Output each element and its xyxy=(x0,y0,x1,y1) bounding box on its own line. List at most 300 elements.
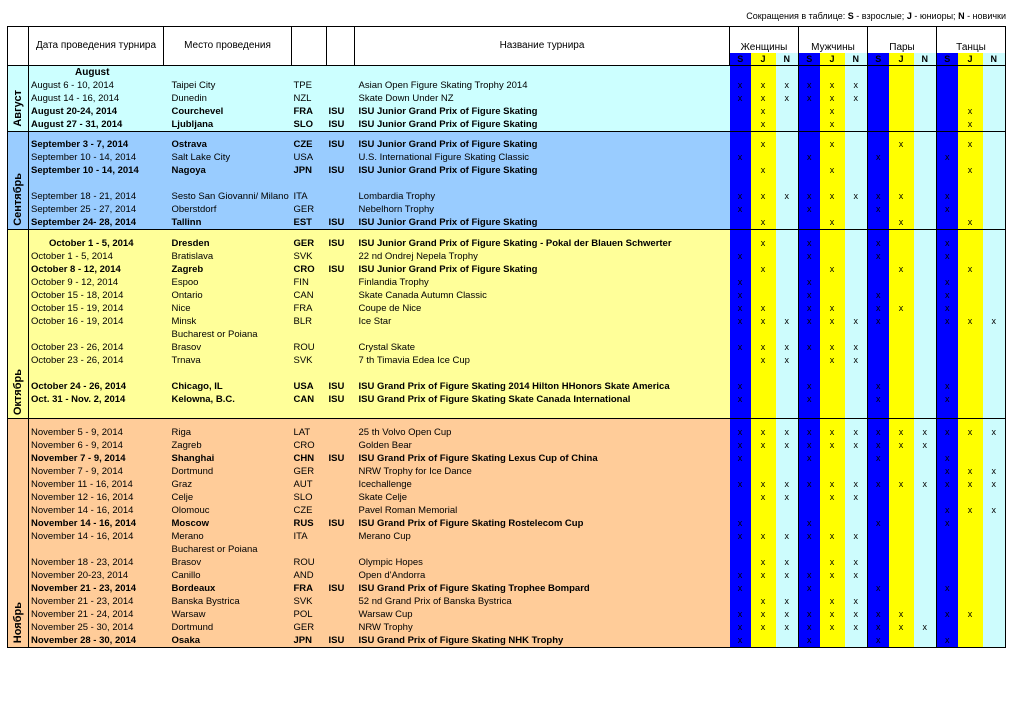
participation-mark xyxy=(983,354,1006,367)
participation-mark xyxy=(937,105,958,118)
event-date: October 1 - 5, 2014 xyxy=(29,250,164,263)
participation-mark: x xyxy=(799,92,820,105)
participation-mark: x xyxy=(914,426,937,439)
event-date: September 25 - 27, 2014 xyxy=(29,203,164,216)
participation-mark: x xyxy=(845,491,868,504)
event-isu xyxy=(327,426,355,439)
participation-mark: x xyxy=(820,164,845,177)
participation-mark xyxy=(914,491,937,504)
participation-mark xyxy=(845,164,868,177)
event-place: Celje xyxy=(164,491,292,504)
event-row xyxy=(8,289,1006,302)
event-country: CHN xyxy=(292,452,327,465)
event-place: Tallinn xyxy=(164,216,292,230)
participation-mark xyxy=(820,452,845,465)
level-cell xyxy=(914,65,937,79)
participation-mark xyxy=(983,237,1006,250)
participation-mark: x xyxy=(868,582,889,595)
event-isu xyxy=(327,543,355,556)
participation-mark: x xyxy=(776,439,799,452)
participation-mark xyxy=(776,380,799,393)
event-country: FRA xyxy=(292,105,327,118)
participation-mark xyxy=(914,237,937,250)
event-row xyxy=(8,595,1006,608)
participation-mark xyxy=(776,328,799,341)
event-name: ISU Junior Grand Prix of Figure Skating xyxy=(355,138,730,151)
participation-mark xyxy=(820,289,845,302)
participation-mark: x xyxy=(751,341,776,354)
event-row xyxy=(8,406,1006,419)
participation-mark: x xyxy=(799,151,820,164)
event-row xyxy=(8,621,1006,634)
participation-mark xyxy=(937,177,958,190)
participation-mark: x xyxy=(730,289,751,302)
participation-mark xyxy=(751,452,776,465)
legend-j-key: J xyxy=(906,11,912,21)
participation-mark xyxy=(799,556,820,569)
level-cell xyxy=(799,65,820,79)
event-place: Dunedin xyxy=(164,92,292,105)
participation-mark: x xyxy=(820,354,845,367)
participation-mark: x xyxy=(730,302,751,315)
participation-mark xyxy=(914,517,937,530)
participation-mark xyxy=(914,190,937,203)
participation-mark: x xyxy=(868,250,889,263)
schedule-table xyxy=(7,26,1006,648)
participation-mark: x xyxy=(820,105,845,118)
event-isu xyxy=(327,439,355,452)
participation-mark xyxy=(889,634,914,648)
event-country xyxy=(292,177,327,190)
level-cell xyxy=(958,65,983,79)
place-col-header: Место проведения xyxy=(164,27,292,66)
event-date: October 9 - 12, 2014 xyxy=(29,276,164,289)
participation-mark: x xyxy=(751,263,776,276)
participation-mark xyxy=(776,465,799,478)
event-place: Brasov xyxy=(164,556,292,569)
event-country: JPN xyxy=(292,634,327,648)
participation-mark: x xyxy=(751,216,776,230)
event-name: Coupe de Nice xyxy=(355,302,730,315)
level-cell xyxy=(889,65,914,79)
participation-mark xyxy=(799,138,820,151)
event-name: ISU Junior Grand Prix of Figure Skating xyxy=(355,105,730,118)
participation-mark xyxy=(845,118,868,132)
participation-mark xyxy=(889,164,914,177)
level-cell xyxy=(730,65,751,79)
event-country: CAN xyxy=(292,393,327,406)
participation-mark xyxy=(889,491,914,504)
participation-mark xyxy=(751,289,776,302)
event-name: Finlandia Trophy xyxy=(355,276,730,289)
participation-mark xyxy=(820,237,845,250)
month-top-row xyxy=(8,131,1006,138)
event-isu xyxy=(327,556,355,569)
participation-mark: x xyxy=(845,556,868,569)
participation-mark xyxy=(845,367,868,380)
legend-n-desc: - новички xyxy=(964,11,1006,21)
event-row xyxy=(8,530,1006,543)
event-country: ITA xyxy=(292,530,327,543)
level-cell xyxy=(776,131,799,138)
participation-mark xyxy=(751,517,776,530)
participation-mark: x xyxy=(820,478,845,491)
participation-mark xyxy=(914,250,937,263)
participation-mark xyxy=(889,354,914,367)
event-date: October 15 - 18, 2014 xyxy=(29,289,164,302)
participation-mark: x xyxy=(958,478,983,491)
participation-mark xyxy=(889,595,914,608)
event-place xyxy=(164,177,292,190)
participation-mark: x xyxy=(799,452,820,465)
participation-mark xyxy=(820,250,845,263)
participation-mark xyxy=(730,367,751,380)
event-place: Zagreb xyxy=(164,439,292,452)
participation-mark: x xyxy=(868,478,889,491)
participation-mark xyxy=(776,118,799,132)
level-cell xyxy=(868,131,889,138)
participation-mark: x xyxy=(730,250,751,263)
event-date: November 12 - 16, 2014 xyxy=(29,491,164,504)
event-row xyxy=(8,79,1006,92)
group-pairs-header: Пары xyxy=(868,27,937,53)
event-date xyxy=(29,406,164,419)
participation-mark: x xyxy=(820,556,845,569)
participation-mark xyxy=(868,79,889,92)
participation-mark xyxy=(937,92,958,105)
participation-mark xyxy=(983,92,1006,105)
event-row xyxy=(8,517,1006,530)
legend-n-key: N xyxy=(958,11,965,21)
participation-mark xyxy=(820,203,845,216)
level-header-3-0: S xyxy=(937,53,958,66)
participation-mark: x xyxy=(889,138,914,151)
participation-mark xyxy=(868,138,889,151)
event-country xyxy=(292,328,327,341)
event-name: Ice Star xyxy=(355,315,730,328)
participation-mark xyxy=(799,164,820,177)
participation-mark xyxy=(776,151,799,164)
level-header-0-2: N xyxy=(776,53,799,66)
participation-mark xyxy=(845,465,868,478)
event-isu xyxy=(327,151,355,164)
participation-mark xyxy=(958,439,983,452)
participation-mark: x xyxy=(868,203,889,216)
participation-mark xyxy=(983,439,1006,452)
participation-mark: x xyxy=(776,569,799,582)
participation-mark xyxy=(820,328,845,341)
event-country: EST xyxy=(292,216,327,230)
event-row xyxy=(8,105,1006,118)
participation-mark xyxy=(983,276,1006,289)
participation-mark xyxy=(983,250,1006,263)
level-header-2-2: N xyxy=(914,53,937,66)
event-date: November 5 - 9, 2014 xyxy=(29,426,164,439)
participation-mark xyxy=(983,406,1006,419)
participation-mark: x xyxy=(820,439,845,452)
participation-mark xyxy=(937,569,958,582)
level-cell xyxy=(799,131,820,138)
participation-mark: x xyxy=(868,302,889,315)
participation-mark: x xyxy=(730,276,751,289)
participation-mark: x xyxy=(751,439,776,452)
event-name: Pavel Roman Memorial xyxy=(355,504,730,517)
participation-mark xyxy=(983,79,1006,92)
participation-mark xyxy=(958,517,983,530)
level-cell xyxy=(820,131,845,138)
participation-mark xyxy=(730,543,751,556)
participation-mark xyxy=(820,504,845,517)
participation-mark: x xyxy=(868,452,889,465)
participation-mark xyxy=(983,569,1006,582)
participation-mark xyxy=(914,315,937,328)
event-country xyxy=(292,367,327,380)
event-name: ISU Junior Grand Prix of Figure Skating xyxy=(355,118,730,132)
event-country: AND xyxy=(292,569,327,582)
participation-mark: x xyxy=(889,216,914,230)
participation-mark: x xyxy=(799,582,820,595)
participation-mark: x xyxy=(820,118,845,132)
isu-col-header xyxy=(327,27,355,66)
event-place: Salt Lake City xyxy=(164,151,292,164)
participation-mark xyxy=(868,543,889,556)
event-isu: ISU xyxy=(327,380,355,393)
event-isu: ISU xyxy=(327,164,355,177)
participation-mark: x xyxy=(845,569,868,582)
participation-mark xyxy=(937,621,958,634)
participation-mark: x xyxy=(751,595,776,608)
participation-mark xyxy=(799,465,820,478)
month-top-row xyxy=(8,419,1006,426)
participation-mark xyxy=(751,177,776,190)
participation-mark xyxy=(799,504,820,517)
event-name: ISU Grand Prix of Figure Skating 2014 Hilton HHonors Skate America xyxy=(355,380,730,393)
participation-mark xyxy=(958,556,983,569)
event-place: Olomouc xyxy=(164,504,292,517)
event-date: November 14 - 16, 2014 xyxy=(29,530,164,543)
participation-mark: x xyxy=(751,164,776,177)
event-row xyxy=(8,250,1006,263)
event-place: Ostrava xyxy=(164,138,292,151)
event-date: September 10 - 14, 2014 xyxy=(29,151,164,164)
participation-mark xyxy=(914,92,937,105)
participation-mark: x xyxy=(730,92,751,105)
participation-mark xyxy=(868,504,889,517)
event-place: Espoo xyxy=(164,276,292,289)
event-row xyxy=(8,556,1006,569)
participation-mark: x xyxy=(799,478,820,491)
month-heading xyxy=(29,419,730,426)
participation-mark xyxy=(937,439,958,452)
event-country: GER xyxy=(292,621,327,634)
participation-mark: x xyxy=(820,263,845,276)
participation-mark: x xyxy=(845,478,868,491)
event-date: November 18 - 23, 2014 xyxy=(29,556,164,569)
participation-mark xyxy=(776,105,799,118)
participation-mark xyxy=(730,354,751,367)
participation-mark: x xyxy=(937,426,958,439)
participation-mark xyxy=(845,203,868,216)
month-heading xyxy=(29,131,730,138)
month-label-cell xyxy=(8,230,29,419)
level-cell xyxy=(845,230,868,237)
participation-mark: x xyxy=(958,118,983,132)
participation-mark xyxy=(868,118,889,132)
participation-mark xyxy=(868,354,889,367)
level-cell xyxy=(914,230,937,237)
participation-mark: x xyxy=(958,164,983,177)
participation-mark xyxy=(958,452,983,465)
event-country: POL xyxy=(292,608,327,621)
participation-mark xyxy=(889,276,914,289)
participation-mark: x xyxy=(845,439,868,452)
event-country xyxy=(292,406,327,419)
event-place: Trnava xyxy=(164,354,292,367)
level-cell xyxy=(889,419,914,426)
participation-mark xyxy=(889,79,914,92)
participation-mark: x xyxy=(799,608,820,621)
participation-mark xyxy=(868,276,889,289)
participation-mark: x xyxy=(799,380,820,393)
participation-mark xyxy=(776,302,799,315)
participation-mark xyxy=(983,190,1006,203)
participation-mark: x xyxy=(958,105,983,118)
participation-mark: x xyxy=(799,439,820,452)
participation-mark: x xyxy=(914,478,937,491)
level-cell xyxy=(751,230,776,237)
event-place: Canillo xyxy=(164,569,292,582)
participation-mark xyxy=(845,250,868,263)
event-date: September 10 - 14, 2014 xyxy=(29,164,164,177)
participation-mark xyxy=(958,79,983,92)
event-country: CZE xyxy=(292,138,327,151)
participation-mark: x xyxy=(776,92,799,105)
event-name: Merano Cup xyxy=(355,530,730,543)
participation-mark xyxy=(868,556,889,569)
participation-mark xyxy=(751,582,776,595)
participation-mark xyxy=(958,543,983,556)
participation-mark xyxy=(914,289,937,302)
participation-mark xyxy=(889,556,914,569)
level-cell xyxy=(820,230,845,237)
participation-mark xyxy=(730,237,751,250)
event-place: Graz xyxy=(164,478,292,491)
participation-mark: x xyxy=(937,465,958,478)
participation-mark xyxy=(799,491,820,504)
event-country: SVK xyxy=(292,595,327,608)
event-row xyxy=(8,177,1006,190)
participation-mark xyxy=(868,367,889,380)
participation-mark xyxy=(958,354,983,367)
event-isu: ISU xyxy=(327,118,355,132)
participation-mark xyxy=(889,289,914,302)
event-place: Shanghai xyxy=(164,452,292,465)
participation-mark: x xyxy=(889,621,914,634)
participation-mark xyxy=(868,530,889,543)
participation-mark xyxy=(983,393,1006,406)
event-name: 22 nd Ondrej Nepela Trophy xyxy=(355,250,730,263)
event-row xyxy=(8,118,1006,132)
participation-mark xyxy=(889,380,914,393)
level-cell xyxy=(776,230,799,237)
participation-mark xyxy=(868,341,889,354)
event-row xyxy=(8,216,1006,230)
event-place: Bucharest or Poiana xyxy=(164,328,292,341)
participation-mark xyxy=(958,177,983,190)
participation-mark: x xyxy=(799,621,820,634)
event-name: ISU Junior Grand Prix of Figure Skating - Pokal der Blauen Schwerter xyxy=(355,237,730,250)
participation-mark xyxy=(820,393,845,406)
participation-mark: x xyxy=(799,190,820,203)
event-date: November 28 - 30, 2014 xyxy=(29,634,164,648)
participation-mark xyxy=(730,328,751,341)
event-country: USA xyxy=(292,151,327,164)
participation-mark xyxy=(914,79,937,92)
participation-mark: x xyxy=(751,354,776,367)
event-place: Taipei City xyxy=(164,79,292,92)
level-header-2-1: J xyxy=(889,53,914,66)
participation-mark xyxy=(751,504,776,517)
participation-mark xyxy=(983,556,1006,569)
participation-mark xyxy=(751,406,776,419)
participation-mark: x xyxy=(776,595,799,608)
event-name: 25 th Volvo Open Cup xyxy=(355,426,730,439)
event-isu xyxy=(327,491,355,504)
event-isu xyxy=(327,595,355,608)
participation-mark xyxy=(776,393,799,406)
event-row xyxy=(8,237,1006,250)
participation-mark xyxy=(983,302,1006,315)
event-date xyxy=(29,177,164,190)
participation-mark xyxy=(845,543,868,556)
participation-mark: x xyxy=(751,79,776,92)
event-row xyxy=(8,380,1006,393)
event-isu xyxy=(327,354,355,367)
participation-mark: x xyxy=(820,530,845,543)
participation-mark: x xyxy=(730,190,751,203)
participation-mark xyxy=(983,543,1006,556)
participation-mark xyxy=(958,569,983,582)
country-col-header xyxy=(292,27,327,66)
participation-mark: x xyxy=(730,478,751,491)
event-date: October 16 - 19, 2014 xyxy=(29,315,164,328)
event-country: CRO xyxy=(292,439,327,452)
event-place: Chicago, IL xyxy=(164,380,292,393)
participation-mark xyxy=(820,517,845,530)
event-row xyxy=(8,426,1006,439)
participation-mark: x xyxy=(937,289,958,302)
participation-mark xyxy=(914,530,937,543)
participation-mark: x xyxy=(937,302,958,315)
participation-mark xyxy=(983,289,1006,302)
participation-mark xyxy=(937,164,958,177)
participation-mark xyxy=(914,608,937,621)
event-name xyxy=(355,328,730,341)
participation-mark xyxy=(776,452,799,465)
participation-mark xyxy=(958,595,983,608)
participation-mark: x xyxy=(799,302,820,315)
participation-mark: x xyxy=(751,491,776,504)
event-date: November 7 - 9, 2014 xyxy=(29,465,164,478)
event-date: September 3 - 7, 2014 xyxy=(29,138,164,151)
participation-mark: x xyxy=(730,517,751,530)
participation-mark xyxy=(776,263,799,276)
participation-mark xyxy=(868,105,889,118)
participation-mark xyxy=(983,582,1006,595)
participation-mark xyxy=(845,216,868,230)
event-name: Open d'Andorra xyxy=(355,569,730,582)
participation-mark: x xyxy=(799,203,820,216)
